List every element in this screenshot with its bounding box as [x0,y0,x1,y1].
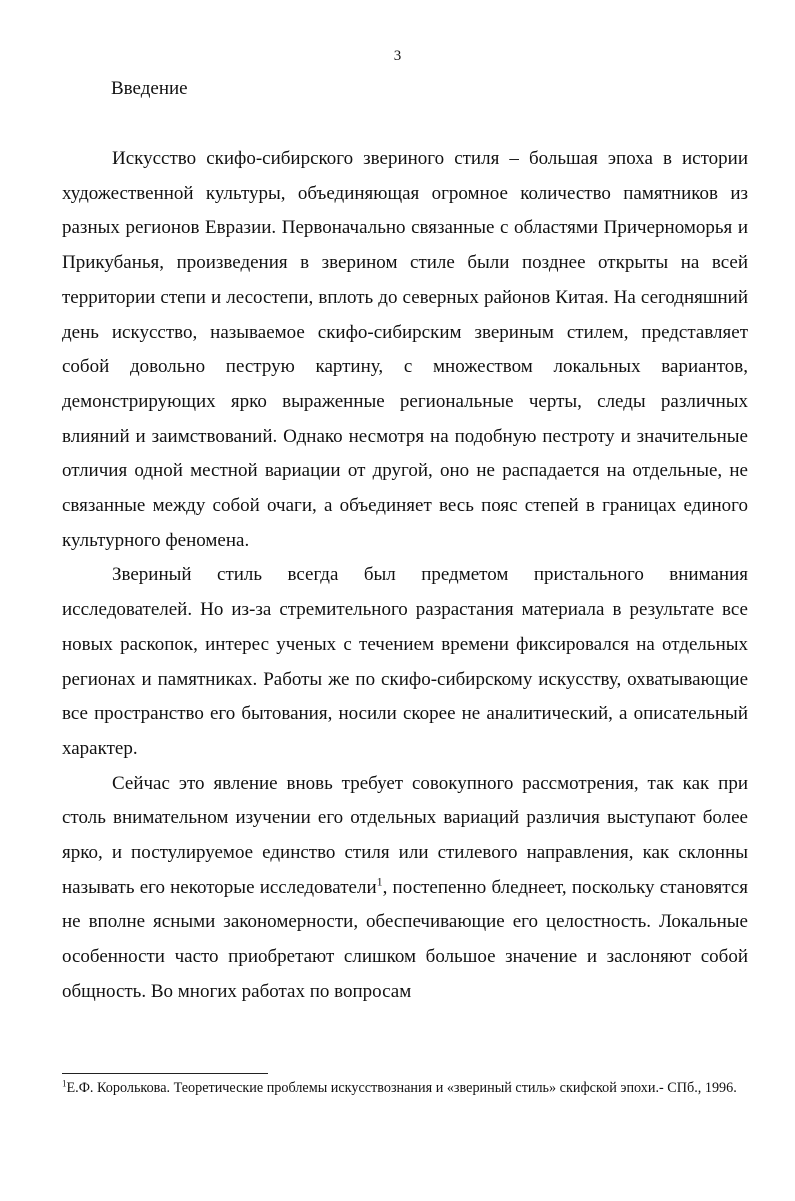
footnote-marker: 1 [62,1078,67,1089]
paragraph-2: Звериный стиль всегда был предметом пристального внимания исследователей. Но из-за стремительного разрастания материала в результате все новых раскопок, интерес ученых с течением времени фиксировался на отдельных регионах и памятниках. Работы же по скифо-сибирскому искусству, охватывающие все пространство его бытования, носили скорее не аналитический, а описательный характер. [62,564,748,759]
paragraph-3-text-end: , постепенно бледнеет, поскольку становятся не вполне ясными закономерности, обеспечивающие его целостность. Локальные особенности часто приобретают слишком большое значение и заслоняют собой общность. Во многих работах по вопросам [62,876,748,1002]
footnote-text: Е.Ф. Королькова. Теоретические проблемы искусствознания и «звериный стиль» скифской эпохи.- СПб., 1996. [66,1080,737,1096]
section-heading: Введение [111,78,188,99]
paragraph-1: Искусство скифо-сибирского звериного стиля – большая эпоха в истории художественной культуры, объединяющая огромное количество памятников из разных регионов Евразии. Первоначально связанные с областями Причерноморья и Прикубанья, произведения в зверином стиле были позднее открыты на всей территории степи и лесостепи, вплоть до северных районов Китая. На сегодняшний день искусство, называемое скифо-сибирским звериным стилем, представляет собой довольно пеструю картину, с множеством локальных вариантов, демонстрирующих ярко выраженные региональные черты, следы различных влияний и заимствований. Однако несмотря на подобную пестроту и значительные отличия одной местной вариации от другой, оно не распадается на отдельные, не связанные между собой очаги, а объединяет весь пояс степей в границах единого культурного феномена. [62,148,748,551]
page-number: 3 [393,48,402,64]
footnote-reference: 1 [376,874,383,889]
footnote [62,1080,762,1097]
body-text [62,142,748,1010]
paragraph-3-text-start: Сейчас это явление вновь требует совокупного рассмотрения, так как при столь внимательном изучении его отдельных вариаций различия выступают более ярко, и постулируемое единство стиля или стилевого направления, как склонны называть его некоторые исследователи [62,772,748,898]
paragraph-3 [62,767,748,1010]
footnote-separator [62,1073,268,1074]
